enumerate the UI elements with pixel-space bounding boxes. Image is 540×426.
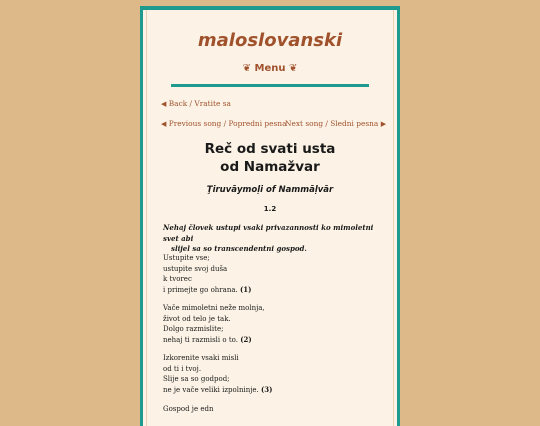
verse-line — [163, 385, 383, 396]
verse-number: (2) — [240, 334, 252, 344]
content-column — [146, 10, 394, 426]
song-title-line-2: od Namažvar — [220, 159, 320, 175]
verse-text: ne je vače veliki izpolninje. — [163, 385, 259, 394]
verse-line: život od telo je tak. — [163, 314, 231, 323]
verse-line: Slije sa so godpod; — [163, 375, 230, 383]
verse-line: ustupite svoj duša — [163, 264, 228, 273]
verse-line: Dolgo razmislite; — [163, 325, 224, 333]
page-container — [140, 6, 400, 426]
verse-line — [163, 335, 383, 346]
verse-line: Ustupite vse; — [163, 254, 210, 262]
arrow-left-icon: ◀ — [161, 100, 167, 108]
verse-text: nehaj ti razmisli o to. — [163, 335, 238, 344]
previous-song-label: Previous song / Popredni pesna — [168, 119, 287, 128]
verse-number: (1) — [239, 284, 252, 294]
next-song-label: Next song / Sledni pesna — [285, 119, 379, 128]
stanza-2 — [163, 303, 383, 345]
next-song-link[interactable] — [285, 119, 386, 128]
verse-line: Izkorenite vsaki misli — [163, 354, 239, 362]
stanza-4 — [163, 404, 383, 415]
previous-song-link[interactable] — [161, 119, 286, 128]
song-title-line-1: Reč od svati usta — [204, 141, 336, 157]
song-title — [147, 140, 393, 176]
menu-button[interactable]: ❦ Menu ❦ — [242, 63, 298, 74]
song-subtitle: Ţiruvāymoḷi of Nammāḷvār — [206, 185, 334, 195]
verse-line: k tvorec — [163, 275, 192, 283]
header-divider — [171, 84, 369, 87]
arrow-left-icon: ◀ — [161, 120, 167, 128]
verse-line: od ti i tvoj. — [163, 364, 202, 373]
verse-line — [163, 285, 383, 296]
song-intro-line-2: slijel sa so transcendentni gospod. — [171, 244, 307, 253]
song-intro-line-1: Nehaj človek ustupi vsaki privazannosti ko mimoletni svet abi — [163, 223, 374, 243]
verse-line: Gospod je edn — [163, 405, 214, 413]
song-intro — [163, 223, 383, 255]
verse-line: Vače mimoletni neže molnja, — [163, 304, 265, 312]
verse-number: (3) — [261, 384, 273, 394]
stanza-3 — [163, 353, 383, 395]
back-link[interactable] — [161, 99, 231, 108]
back-link-label: Back / Vratite sa — [168, 99, 231, 108]
song-number: 1.2 — [263, 205, 277, 213]
stanza-1 — [163, 253, 383, 295]
verse-text: i primejte go ohrana. — [163, 285, 238, 294]
site-title[interactable]: maloslovanski — [197, 30, 343, 51]
arrow-right-icon: ▶ — [380, 120, 387, 128]
